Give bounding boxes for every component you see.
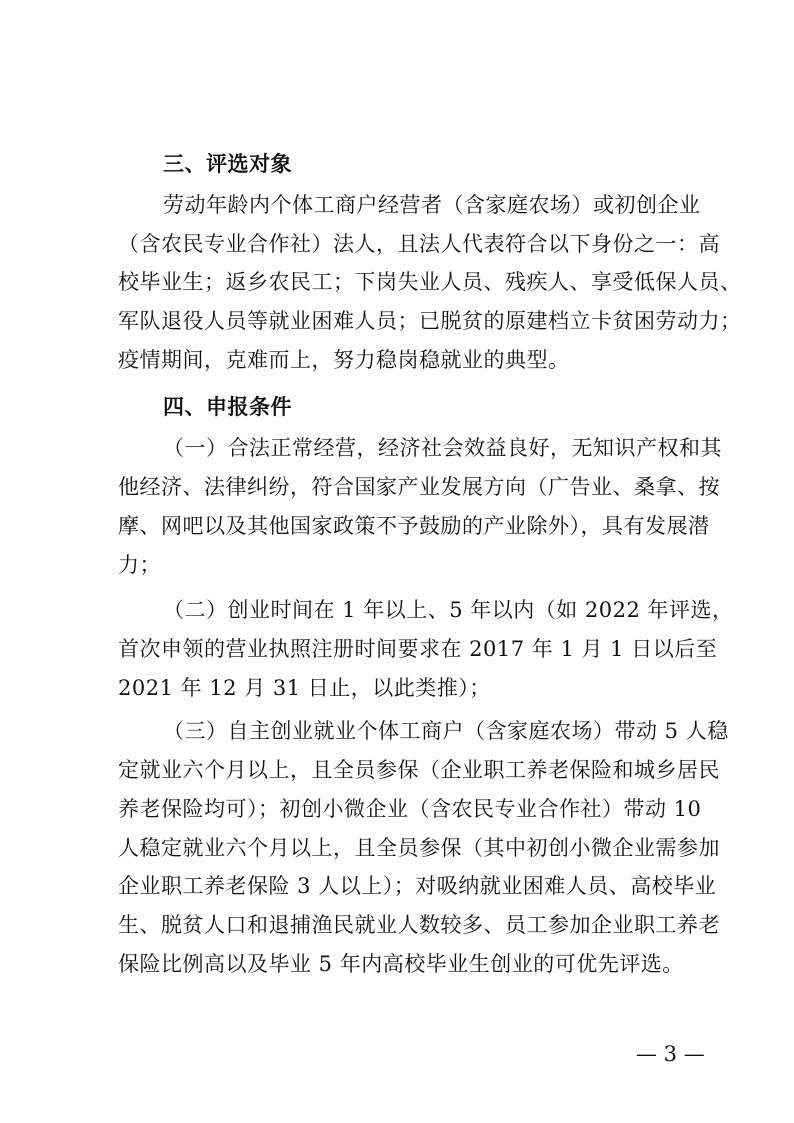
page-number: — 3 —: [636, 1042, 705, 1066]
item-2-line: （二）创业时间在 1 年以上、5 年以内（如 2022 年评选，: [163, 598, 734, 622]
item-1-line: 他经济、法律纠纷，符合国家产业发展方向（广告业、桑拿、按: [118, 475, 720, 499]
item-3-line: 生、脱贫人口和退捕渔民就业人数较多、员工参加企业职工养老: [118, 913, 720, 937]
item-3-line: 企业职工养老保险 3 人以上）；对吸纳就业困难人员、高校毕业: [118, 874, 717, 898]
item-3-line: （三）自主创业就业个体工商户（含家庭农场）带动 5 人稳: [163, 719, 729, 743]
section-3-line: 军队退役人员等就业困难人员；已脱贫的原建档立卡贫困劳动力；: [118, 309, 742, 333]
item-3-line: 人稳定就业六个月以上，且全员参保（其中初创小微企业需参加: [118, 836, 720, 860]
item-2-line: 2021 年 12 月 31 日止，以此类推）；: [118, 676, 491, 700]
item-3-line: 保险比例高以及毕业 5 年内高校毕业生创业的可优先评选。: [118, 952, 684, 976]
item-1-line: 力；: [118, 553, 161, 577]
item-3-line: 养老保险均可）；初创小微企业（含农民专业合作社）带动 10: [118, 797, 702, 821]
item-1-line: （一）合法正常经营，经济社会效益良好，无知识产权和其: [163, 436, 722, 460]
section-3-line: 疫情期间，克难而上，努力稳岗稳就业的典型。: [118, 348, 570, 372]
section-3-line: 劳动年龄内个体工商户经营者（含家庭农场）或初创企业: [163, 193, 701, 217]
item-2-line: 首次申领的营业执照注册时间要求在 2017 年 1 月 1 日以后至: [118, 637, 718, 661]
item-1-line: 摩、网吧以及其他国家政策不予鼓励的产业除外），具有发展潜: [118, 514, 710, 538]
section-4-heading: 四、申报条件: [163, 395, 292, 419]
section-3-line: （含农民专业合作社）法人，且法人代表符合以下身份之一：高: [118, 232, 720, 256]
section-3-line: 校毕业生；返乡农民工；下岗失业人员、残疾人、享受低保人员、: [118, 270, 742, 294]
section-3-heading: 三、评选对象: [163, 152, 292, 176]
item-3-line: 定就业六个月以上，且全员参保（企业职工养老保险和城乡居民: [118, 758, 720, 782]
